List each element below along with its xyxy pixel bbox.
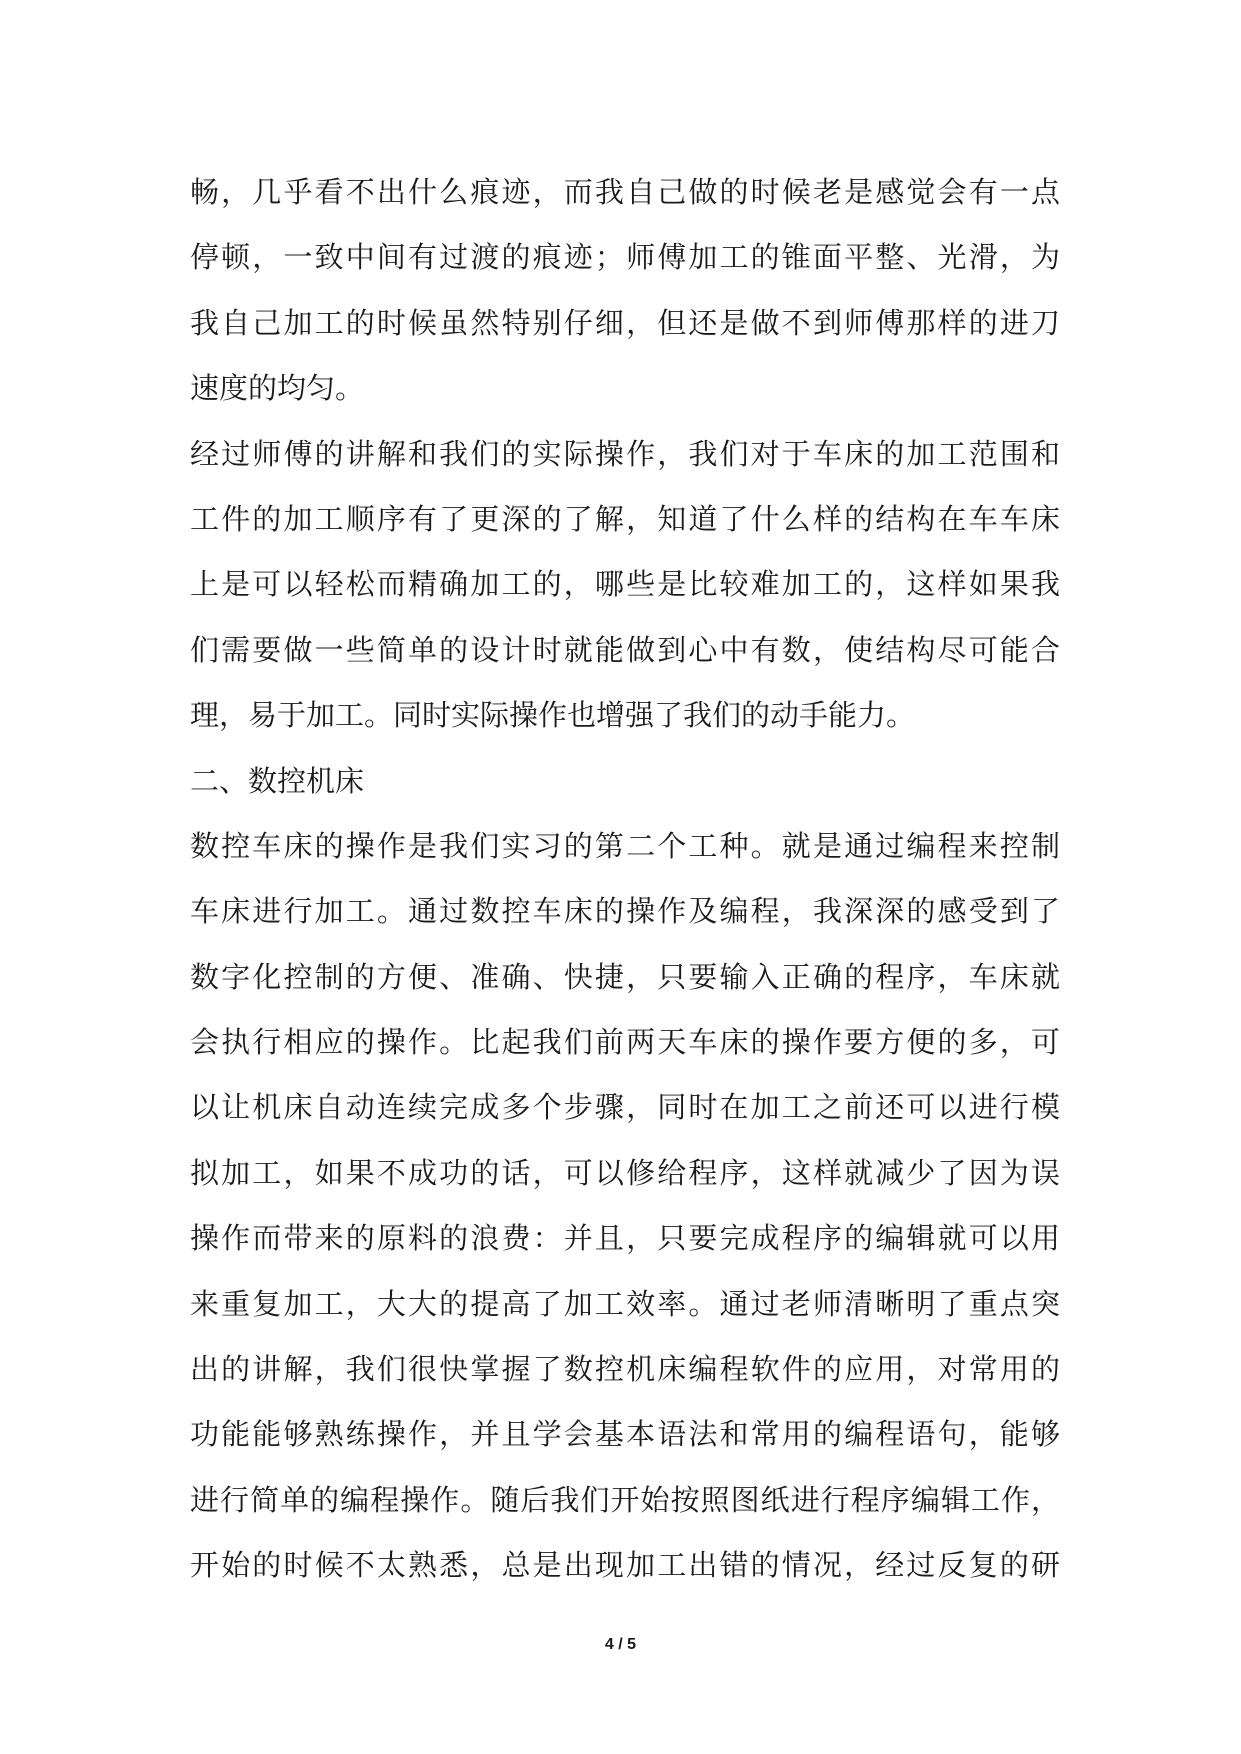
text-line: 车床进行加工。通过数控车床的操作及编程，我深深的感受到了	[190, 894, 1060, 929]
text-line: 来重复加工，大大的提高了加工效率。通过老师清晰明了重点突	[190, 1286, 1060, 1321]
text-line: 数控车床的操作是我们实习的第二个工种。就是通过编程来控制	[190, 828, 1060, 863]
text-line: 们需要做一些简单的设计时就能做到心中有数，使结构尽可能合	[190, 632, 1060, 667]
text-line: 会执行相应的操作。比起我们前两天车床的操作要方便的多，可	[190, 1025, 1060, 1060]
text-line: 进行简单的编程操作。随后我们开始按照图纸进行程序编辑工作，	[190, 1482, 1060, 1517]
paragraph	[190, 814, 1060, 1599]
text-line: 功能能够熟练操作，并且学会基本语法和常用的编程语句，能够	[190, 1417, 1060, 1452]
section-heading	[190, 749, 1060, 814]
text-line: 我自己加工的时候虽然特别仔细，但还是做不到师傅那样的进刀	[190, 305, 1060, 340]
text-line: 以让机床自动连续完成多个步骤，同时在加工之前还可以进行模	[190, 1090, 1060, 1125]
text-line: 操作而带来的原料的浪费：并且，只要完成程序的编辑就可以用	[190, 1221, 1060, 1256]
text-line: 理，易于加工。同时实际操作也增强了我们的动手能力。	[190, 698, 916, 733]
text-line: 开始的时候不太熟悉，总是出现加工出错的情况，经过反复的研	[190, 1548, 1060, 1583]
text-line: 速度的均匀。	[190, 371, 365, 406]
text-line: 工件的加工顺序有了更深的了解，知道了什么样的结构在车车床	[190, 501, 1060, 536]
text-line: 出的讲解，我们很快掌握了数控机床编程软件的应用，对常用的	[190, 1352, 1060, 1387]
heading-text: 二、数控机床	[190, 763, 365, 798]
paragraph	[190, 422, 1060, 749]
text-line: 数字化控制的方便、准确、快捷，只要输入正确的程序，车床就	[190, 959, 1060, 994]
text-line: 上是可以轻松而精确加工的，哪些是比较难加工的，这样如果我	[190, 567, 1060, 602]
text-line: 经过师傅的讲解和我们的实际操作，我们对于车床的加工范围和	[190, 436, 1060, 471]
text-line: 停顿，一致中间有过渡的痕迹；师傅加工的锥面平整、光滑，为	[190, 240, 1060, 275]
paragraph	[190, 160, 1060, 422]
page-number: 4 / 5	[604, 1636, 637, 1653]
text-line: 拟加工，如果不成功的话，可以修给程序，这样就减少了因为误	[190, 1155, 1060, 1190]
document-body	[190, 160, 1060, 1599]
text-line: 畅，几乎看不出什么痕迹，而我自己做的时候老是感觉会有一点	[190, 175, 1060, 209]
